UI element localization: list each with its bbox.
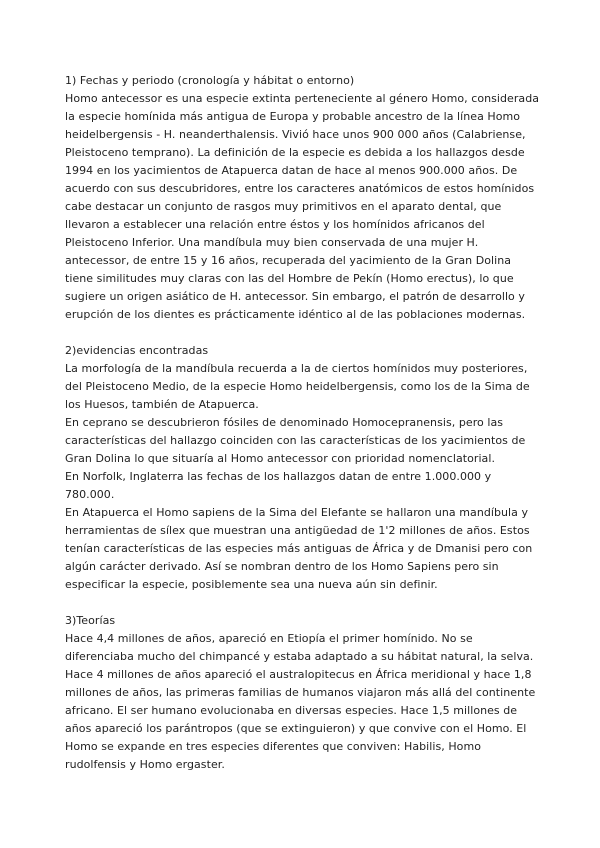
paragraph: Hace 4,4 millones de años, apareció en Etiopía el primer homínido. No se diferenciaba mucho del chimpancé y estaba adaptado a su hábitat natural, la selva. Hace 4 millones de años apareció el australopitecus en África meridional y hace 1,8 millones de años, las primeras familias de humanos viajaron más allá del continente africano. El ser humano evolucionaba en diversas especies. Hace 1,5 millones de años apareció los parántropos (que se extinguieron) y que convive con el Homo. El Homo se expande en tres especies diferentes que conviven: Habilis, Homo rudolfensis y Homo ergaster. — [65, 632, 536, 771]
section-evidencias-encontradas — [65, 342, 540, 594]
section-heading: 1) Fechas y periodo (cronología y hábitat o entorno) — [65, 74, 355, 87]
section-teorias — [65, 612, 540, 774]
paragraph: En Atapuerca el Homo sapiens de la Sima del Elefante se hallaron una mandíbula y herramientas de sílex que muestran una antigüedad de 1'2 millones de años. Estos tenían características de las especies más antiguas de África y de Dmanisi pero con algún carácter derivado. Así se nombran dentro de los Homo Sapiens pero sin especificar la especie, posiblemente sea una nueva aún sin definir. — [65, 506, 533, 591]
paragraph: En ceprano se descubrieron fósiles de denominado Homocepranensis, pero las características del hallazgo coinciden con las características de los yacimientos de Gran Dolina lo que situaría al Homo antecessor con prioridad nomenclatorial. — [65, 416, 526, 465]
document-body — [65, 72, 540, 774]
paragraph: Homo antecessor es una especie extinta perteneciente al género Homo, considerada la especie homínida más antigua de Europa y probable ancestro de la línea Homo heidelbergensis - H. neanderthalensis. Vivió hace unos 900 000 años (Calabriense, Pleistoceno temprano). La definición de la especie es debida a los hallazgos desde 1994 en los yacimientos de Atapuerca datan de hace al menos 900.000 años. De acuerdo con sus descubridores, entre los caracteres anatómicos de estos homínidos cabe destacar un conjunto de rasgos muy primitivos en el aparato dental, que llevaron a establecer una relación entre éstos y los homínidos africanos del Pleistoceno Inferior. Una mandíbula muy bien conservada de una mujer H. antecessor, de entre 15 y 16 años, recuperada del yacimiento de la Gran Dolina tiene similitudes muy claras con las del Hombre de Pekín (Homo erectus), lo que sugiere un origen asiático de H. antecessor. Sin embargo, el patrón de desarrollo y erupción de los dientes es prácticamente idéntico al de las poblaciones modernas. — [65, 92, 540, 321]
paragraph: En Norfolk, Inglaterra las fechas de los hallazgos datan de entre 1.000.000 y 780.000. — [65, 470, 492, 501]
section-fechas-y-periodo — [65, 72, 540, 324]
section-heading: 3)Teorías — [65, 614, 116, 627]
paragraph: La morfología de la mandíbula recuerda a la de ciertos homínidos muy posteriores, del Pleistoceno Medio, de la especie Homo heidelbergensis, como los de la Sima de los Huesos, también de Atapuerca. — [65, 362, 530, 411]
section-heading: 2)evidencias encontradas — [65, 344, 209, 357]
